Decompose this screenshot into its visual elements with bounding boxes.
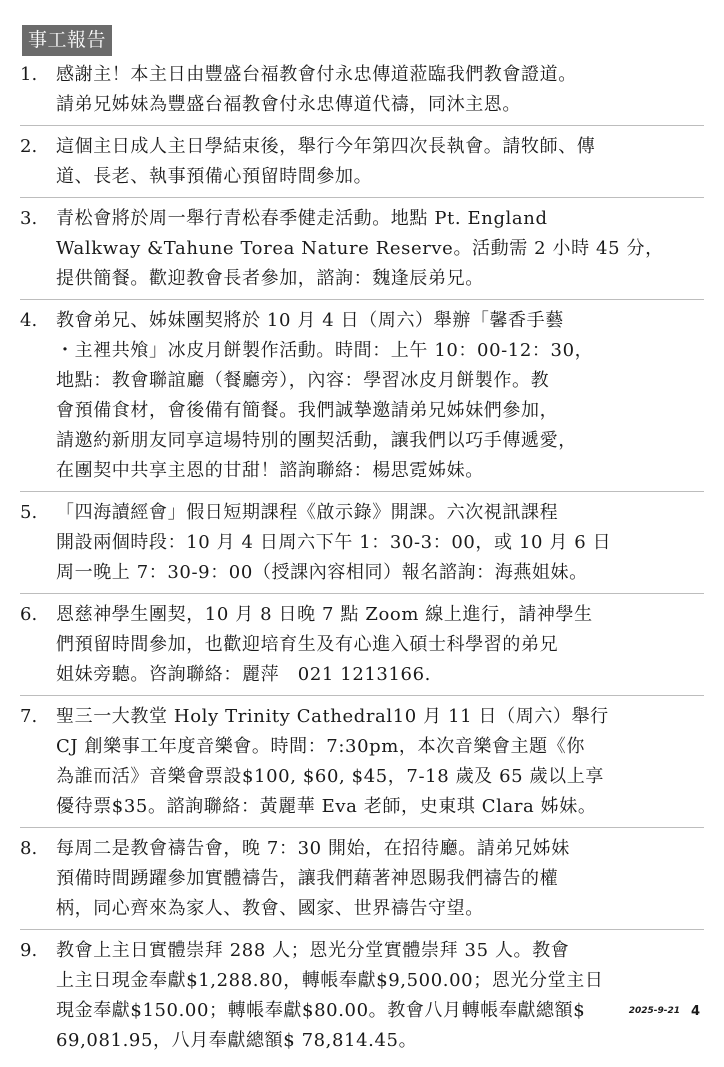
item-text-line: 69,081.95，八月奉獻總額$ 78,814.45。: [56, 1030, 418, 1051]
item-text-line: 青松會將於周一舉行青松春季健走活動。地點 Pt. England: [56, 208, 548, 229]
announcement-item: [20, 498, 704, 594]
item-number: 8.: [20, 838, 38, 859]
item-text-line: 在團契中共享主恩的甘甜！諮詢聯絡：楊思霓姊妹。: [56, 460, 484, 481]
item-text-line: 姐妹旁聽。咨詢聯絡：麗萍 021 1213166.: [56, 664, 431, 685]
item-text-line: 恩慈神學生團契，10 月 8 日晚 7 點 Zoom 線上進行，請神學生: [56, 604, 593, 625]
item-text-line: 請邀約新朋友同享這場特別的團契活動，讓我們以巧手傳遞愛，: [56, 430, 577, 451]
item-text-line: 會預備食材，會後備有簡餐。我們誠摯邀請弟兄姊妹們參加，: [56, 400, 559, 421]
item-number: 3.: [20, 208, 38, 229]
section-title: 事工報告: [22, 25, 112, 56]
item-text-line: 道、長老、執事預備心預留時間參加。: [56, 166, 373, 187]
item-number: 1.: [20, 64, 38, 85]
announcement-item: [20, 834, 704, 930]
item-text-line: CJ 創樂事工年度音樂會。時間：7:30pm，本次音樂會主題《你: [56, 736, 585, 757]
announcement-list: [20, 60, 704, 1067]
item-number: 4.: [20, 310, 38, 331]
item-text-line: 「四海讀經會」假日短期課程《啟示錄》開課。六次視訊課程: [56, 502, 559, 523]
item-text-line: 這個主日成人主日學結束後，舉行今年第四次長執會。請牧師、傳: [56, 136, 596, 157]
item-text-line: 預備時間踴躍參加實體禱告，讓我們藉著神恩賜我們禱告的權: [56, 868, 559, 889]
item-text-line: 們預留時間參加，也歡迎培育生及有心進入碩士科學習的弟兄: [56, 634, 559, 655]
item-text-line: 地點：教會聯誼廳（餐廳旁），內容：學習冰皮月餅製作。教: [56, 370, 550, 391]
item-text-line: 提供簡餐。歡迎教會長者參加，諮詢：魏逢辰弟兄。: [56, 268, 484, 289]
item-text-line: 請弟兄姊妹為豐盛台福教會付永忠傳道代禱，同沐主恩。: [56, 94, 521, 115]
announcement-item: [20, 132, 704, 198]
footer-date: 2025-9-21: [628, 1006, 680, 1016]
item-text-line: 教會弟兄、姊妹團契將於 10 月 4 日（周六）舉辦「馨香手藝: [56, 310, 564, 331]
item-number: 7.: [20, 706, 38, 727]
item-text-line: 柄，同心齊來為家人、教會、國家、世界禱告守望。: [56, 898, 484, 919]
announcement-item: [20, 204, 704, 300]
announcement-item: [20, 306, 704, 492]
announcement-item: [20, 60, 704, 126]
announcement-item: [20, 600, 704, 696]
item-number: 5.: [20, 502, 38, 523]
item-text-line: 上主日現金奉獻$1,288.80，轉帳奉獻$9,500.00；恩光分堂主日: [56, 970, 604, 991]
item-text-line: 現金奉獻$150.00；轉帳奉獻$80.00。教會八月轉帳奉獻總額$: [56, 1000, 586, 1021]
item-text-line: 周一晚上 7：30-9：00（授課內容相同）報名諮詢：海燕姐妹。: [56, 562, 588, 583]
announcement-item: [20, 936, 704, 1061]
item-text-line: Walkway &Tahune Torea Nature Reserve。活動需 2 小時 45 分，: [56, 238, 664, 259]
announcement-item: [20, 702, 704, 828]
item-text-line: 優待票$35。諮詢聯絡：黃麗華 Eva 老師，史東琪 Clara 姊妹。: [56, 796, 597, 817]
item-number: 6.: [20, 604, 38, 625]
item-number: 2.: [20, 136, 38, 157]
item-text-line: 每周二是教會禱告會，晚 7：30 開始，在招待廳。請弟兄姊妹: [56, 838, 570, 859]
item-text-line: 開設兩個時段：10 月 4 日周六下午 1：30-3：00，或 10 月 6 日: [56, 532, 612, 553]
item-text-line: 聖三一大教堂 Holy Trinity Cathedral10 月 11 日（周六）舉行: [56, 706, 609, 727]
item-text-line: 教會上主日實體崇拜 288 人；恩光分堂實體崇拜 35 人。教會: [56, 940, 570, 961]
item-number: 9.: [20, 940, 38, 961]
item-text-line: ・主裡共飧」冰皮月餅製作活動。時間：上午 10：00-12：30，: [56, 340, 594, 361]
page-number: 4: [690, 1004, 700, 1019]
item-text-line: 感謝主！本主日由豐盛台福教會付永忠傳道蒞臨我們教會證道。: [56, 64, 577, 85]
item-text-line: 為誰而活》音樂會票設$100, $60, $45，7-18 歲及 65 歲以上享: [56, 766, 604, 787]
